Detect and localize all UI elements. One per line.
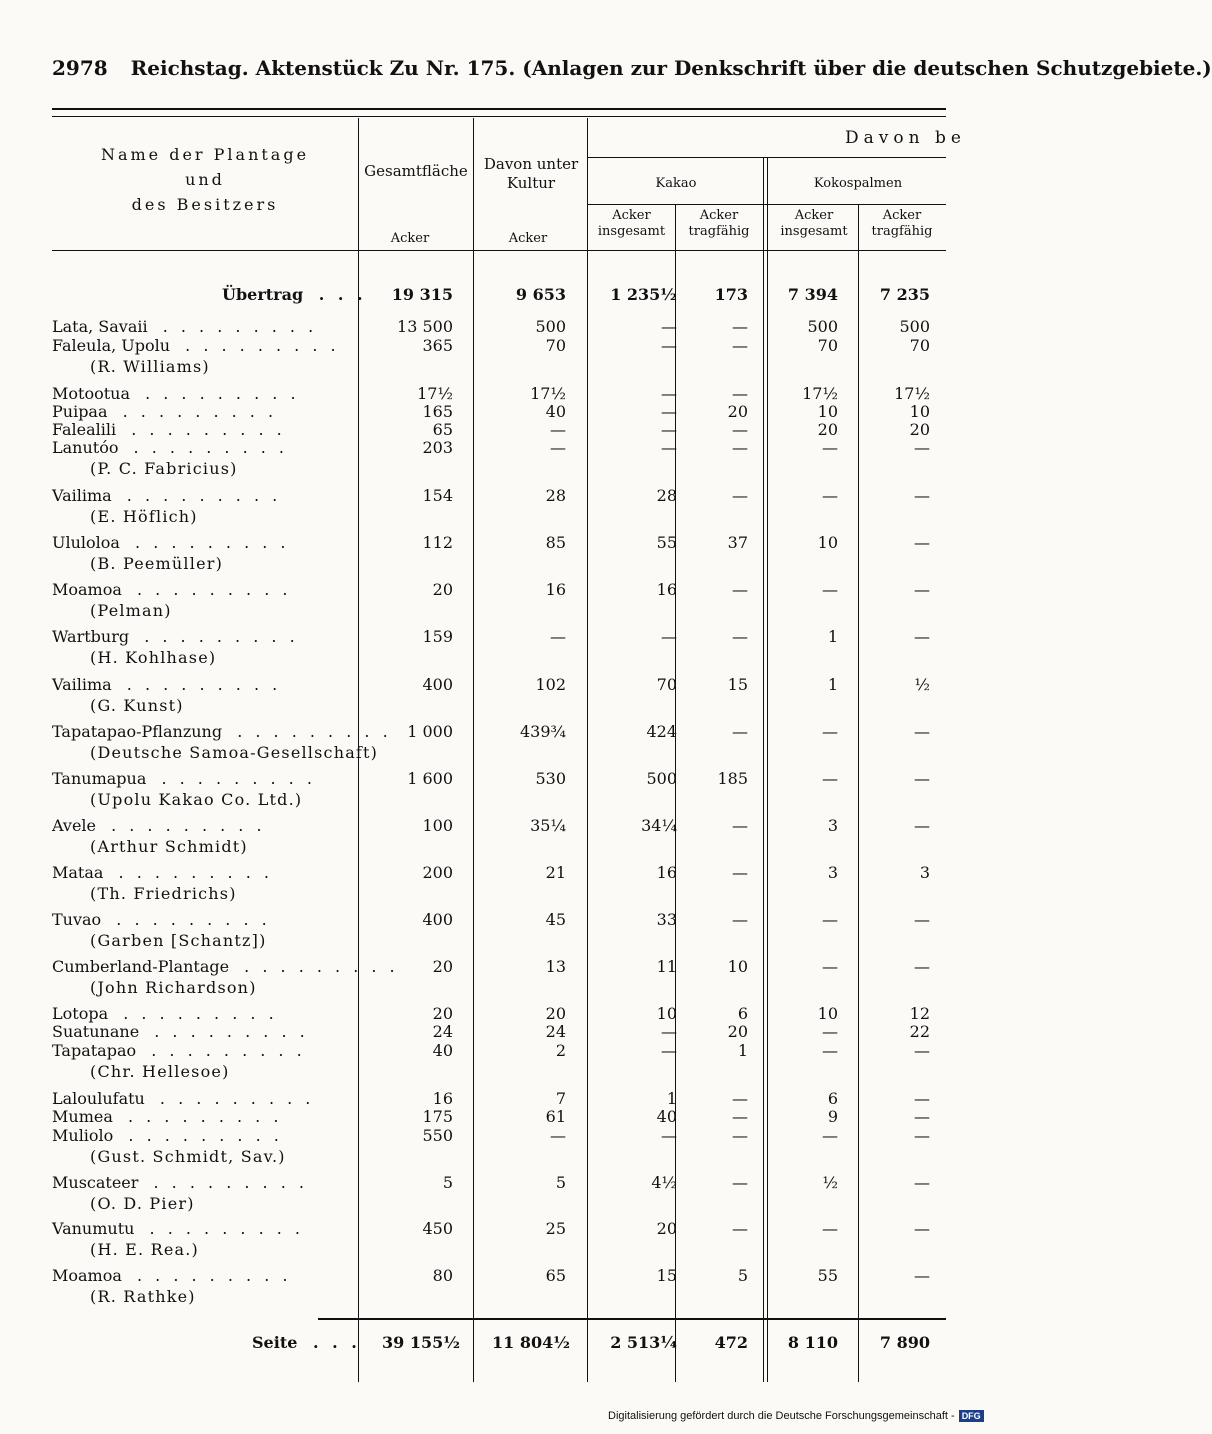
owner-name: (Pelman) bbox=[90, 601, 172, 620]
cell: — bbox=[661, 1022, 677, 1041]
cell: 16 bbox=[545, 580, 566, 599]
cell: 20 bbox=[727, 402, 748, 421]
cell: 13 bbox=[545, 957, 566, 976]
cell: 5 bbox=[555, 1173, 566, 1192]
cell: 200 bbox=[422, 863, 453, 882]
cell: 17½ bbox=[530, 384, 566, 403]
owner-name: (G. Kunst) bbox=[90, 696, 184, 715]
cell: 472 bbox=[714, 1333, 748, 1352]
row-name: Seite bbox=[252, 1333, 298, 1352]
cell: 1 235½ bbox=[610, 285, 677, 304]
cell: 1 600 bbox=[407, 769, 453, 788]
cell: 159 bbox=[422, 627, 453, 646]
cell: 500 bbox=[807, 317, 838, 336]
cell: 17½ bbox=[417, 384, 453, 403]
cell: — bbox=[914, 1089, 930, 1108]
table-row: Tuvao . . . . . . . . . 400 45 33 — — — bbox=[52, 910, 930, 929]
cell: 22 bbox=[909, 1022, 930, 1041]
row-name: Übertrag bbox=[222, 285, 304, 304]
cell: — bbox=[732, 910, 748, 929]
cell: 10 bbox=[817, 1004, 838, 1023]
name-header-line: des Besitzers bbox=[131, 195, 279, 214]
row-name: Suatunane bbox=[52, 1022, 140, 1041]
row-name: Vanumutu bbox=[52, 1219, 135, 1238]
cell: — bbox=[914, 1219, 930, 1238]
cell: 10 bbox=[817, 402, 838, 421]
owner-name: (Arthur Schmidt) bbox=[90, 837, 248, 856]
cell: 20 bbox=[817, 420, 838, 439]
row-name: Mataa bbox=[52, 863, 104, 882]
acker-header: Acker bbox=[390, 231, 430, 246]
cell: — bbox=[550, 1126, 566, 1145]
row-name: Tapatapao bbox=[52, 1041, 137, 1060]
cell: 55 bbox=[817, 1266, 838, 1285]
cell: 7 bbox=[555, 1089, 566, 1108]
cell: — bbox=[732, 1219, 748, 1238]
cell: 530 bbox=[535, 769, 566, 788]
top-rule bbox=[52, 108, 946, 110]
dfg-logo: DFG bbox=[959, 1410, 984, 1422]
cell: 8 110 bbox=[787, 1333, 838, 1352]
table-row: Tanumapua . . . . . . . . . 1 600 530 500 185 — — bbox=[52, 769, 930, 788]
cell: — bbox=[732, 863, 748, 882]
row-name: Lata, Savaii bbox=[52, 317, 148, 336]
owner-name: (B. Peemüller) bbox=[90, 554, 224, 573]
cell: 28 bbox=[656, 486, 677, 505]
owner-name: (Deutsche Samoa-Gesellschaft) bbox=[90, 743, 379, 762]
cell: 165 bbox=[422, 402, 453, 421]
acker-insgesamt-header: Acker insgesamt bbox=[780, 208, 848, 240]
cell: 40 bbox=[545, 402, 566, 421]
cell: 6 bbox=[827, 1089, 838, 1108]
cell: — bbox=[914, 1173, 930, 1192]
cell: 1 000 bbox=[407, 722, 453, 741]
cell: 9 bbox=[827, 1107, 838, 1126]
cell: 34¼ bbox=[641, 816, 677, 835]
col-divider bbox=[587, 118, 588, 1382]
table-row: Ululoloa . . . . . . . . . 112 85 55 37 10 — bbox=[52, 533, 930, 552]
owner-name: (H. E. Rea.) bbox=[90, 1240, 200, 1259]
table-row: Übertrag . . . 19 315 9 653 1 235½ 173 7 394 7 235 bbox=[222, 285, 930, 304]
cell: 439¾ bbox=[519, 722, 566, 741]
cell: 500 bbox=[646, 769, 677, 788]
cell: 20 bbox=[545, 1004, 566, 1023]
cell: — bbox=[732, 627, 748, 646]
cell: 80 bbox=[432, 1266, 453, 1285]
acker-insgesamt-header: Acker insgesamt bbox=[597, 208, 666, 240]
cell: 70 bbox=[656, 675, 677, 694]
table-row: Moamoa . . . . . . . . . 80 65 15 5 55 — bbox=[52, 1266, 930, 1285]
sum-rule bbox=[318, 1318, 946, 1320]
cell: — bbox=[822, 957, 838, 976]
page-title: Reichstag. Aktenstück Zu Nr. 175. (Anlagen zur Denkschrift über die deutschen Schutzgebiete.) bbox=[130, 56, 1212, 80]
acker-tragfaehig-header: Acker tragfähig bbox=[688, 208, 750, 240]
row-name: Faleula, Upolu bbox=[52, 336, 171, 355]
cell: 1 bbox=[827, 627, 838, 646]
cell: 5 bbox=[737, 1266, 748, 1285]
cell: 24 bbox=[545, 1022, 566, 1041]
owner-name: (R. Rathke) bbox=[90, 1287, 196, 1306]
table-row: Falealili . . . . . . . . . 65 — — — 20 20 bbox=[52, 420, 930, 439]
cell: 400 bbox=[422, 910, 453, 929]
cell: 70 bbox=[817, 336, 838, 355]
owner-name: (P. C. Fabricius) bbox=[90, 459, 238, 478]
gesamt-header: Gesamtfläche bbox=[364, 162, 468, 180]
cell: 500 bbox=[535, 317, 566, 336]
table-row: Lotopa . . . . . . . . . 20 20 10 6 10 12 bbox=[52, 1004, 930, 1023]
cell: 7 890 bbox=[879, 1333, 930, 1352]
cell: 6 bbox=[737, 1004, 748, 1023]
table-row: Motootua . . . . . . . . . 17½ 17½ — — 17½ 17½ bbox=[52, 384, 930, 403]
cell: 70 bbox=[909, 336, 930, 355]
cell: 16 bbox=[656, 580, 677, 599]
cell: 24 bbox=[432, 1022, 453, 1041]
owner-name: (E. Höflich) bbox=[90, 507, 198, 526]
cell: 33 bbox=[656, 910, 677, 929]
cell: 10 bbox=[909, 402, 930, 421]
row-name: Lanutóo bbox=[52, 438, 119, 457]
cell: ½ bbox=[822, 1173, 838, 1192]
row-name: Mumea bbox=[52, 1107, 113, 1126]
cell: — bbox=[732, 420, 748, 439]
cell: 112 bbox=[422, 533, 453, 552]
cell: 550 bbox=[422, 1126, 453, 1145]
cell: — bbox=[822, 1041, 838, 1060]
cell: 185 bbox=[717, 769, 748, 788]
cell: — bbox=[732, 336, 748, 355]
cell: — bbox=[661, 384, 677, 403]
table-row: Muscateer . . . . . . . . . 5 5 4½ — ½ — bbox=[52, 1173, 930, 1192]
cell: 203 bbox=[422, 438, 453, 457]
cell: 173 bbox=[714, 285, 748, 304]
row-name: Muscateer bbox=[52, 1173, 139, 1192]
cell: 154 bbox=[422, 486, 453, 505]
cell: 400 bbox=[422, 675, 453, 694]
table-row: Puipaa . . . . . . . . . 165 40 — 20 10 10 bbox=[52, 402, 930, 421]
name-header-line: und bbox=[185, 170, 225, 189]
owner-name: (Upolu Kakao Co. Ltd.) bbox=[90, 790, 303, 809]
cell: 2 513¼ bbox=[610, 1333, 677, 1352]
cell: — bbox=[661, 402, 677, 421]
seite-row: Seite . . . 39 155½ 11 804½ 2 513¼ 472 8 110 7 890 bbox=[252, 1333, 930, 1352]
table-row: Tapatapao-Pflanzung . . . . . . . . . 1 000 439¾ 424 — — — bbox=[52, 722, 930, 741]
owner-name: (H. Kohlhase) bbox=[90, 648, 217, 667]
footer-text: Digitalisierung gefördert durch die Deutsche Forschungsgemeinschaft - bbox=[608, 1410, 955, 1422]
cell: — bbox=[822, 1022, 838, 1041]
name-header-line: Name der Plantage bbox=[100, 145, 310, 164]
cell: — bbox=[732, 1126, 748, 1145]
cell: 1 bbox=[827, 675, 838, 694]
table-row: Avele . . . . . . . . . 100 35¼ 34¼ — 3 — bbox=[52, 816, 930, 835]
cell: — bbox=[732, 486, 748, 505]
table-row: Suatunane . . . . . . . . . 24 24 — 20 — 22 bbox=[52, 1022, 930, 1041]
cell: — bbox=[732, 1107, 748, 1126]
cell: — bbox=[822, 438, 838, 457]
row-name: Muliolo bbox=[52, 1126, 114, 1145]
cell: 500 bbox=[899, 317, 930, 336]
cell: 20 bbox=[432, 957, 453, 976]
cell: 37 bbox=[727, 533, 748, 552]
cell: 10 bbox=[727, 957, 748, 976]
table-row: Muliolo . . . . . . . . . 550 — — — — — bbox=[52, 1126, 930, 1145]
cell: 11 804½ bbox=[492, 1333, 570, 1352]
cell: 15 bbox=[727, 675, 748, 694]
acker-tragfaehig-header: Acker tragfähig bbox=[871, 208, 933, 240]
cell: 40 bbox=[432, 1041, 453, 1060]
page-number: 2978 bbox=[52, 56, 108, 80]
row-name: Tanumapua bbox=[52, 769, 147, 788]
cell: 40 bbox=[656, 1107, 677, 1126]
cell: 28 bbox=[545, 486, 566, 505]
col-divider bbox=[473, 118, 474, 1382]
row-name: Moamoa bbox=[52, 580, 122, 599]
cell: 20 bbox=[432, 580, 453, 599]
cell: — bbox=[822, 769, 838, 788]
cell: 19 315 bbox=[391, 285, 453, 304]
cell: — bbox=[914, 1126, 930, 1145]
footer bbox=[608, 1410, 984, 1422]
table-row: Lata, Savaii . . . . . . . . . 13 500 500 — — 500 500 bbox=[52, 317, 930, 336]
group-rule bbox=[587, 204, 946, 205]
cell: 65 bbox=[545, 1266, 566, 1285]
cell: 39 155½ bbox=[382, 1333, 460, 1352]
cell: — bbox=[822, 486, 838, 505]
table-row: Wartburg . . . . . . . . . 159 — — — 1 — bbox=[52, 627, 930, 646]
cell: 1 bbox=[666, 1089, 677, 1108]
cell: 102 bbox=[535, 675, 566, 694]
row-name: Ululoloa bbox=[52, 533, 120, 552]
page-header bbox=[52, 56, 1212, 86]
cell: — bbox=[661, 1041, 677, 1060]
cell: — bbox=[822, 580, 838, 599]
cell: — bbox=[732, 1089, 748, 1108]
table-row: Moamoa . . . . . . . . . 20 16 16 — — — bbox=[52, 580, 930, 599]
table-row: Vailima . . . . . . . . . 400 102 70 15 1 ½ bbox=[52, 675, 930, 694]
cell: 45 bbox=[545, 910, 566, 929]
cell: — bbox=[914, 438, 930, 457]
cell: — bbox=[661, 420, 677, 439]
cell: — bbox=[914, 910, 930, 929]
cell: — bbox=[914, 1266, 930, 1285]
cell: 61 bbox=[545, 1107, 566, 1126]
owner-name: (John Richardson) bbox=[90, 978, 257, 997]
row-name: Wartburg bbox=[52, 627, 130, 646]
cell: — bbox=[914, 1041, 930, 1060]
cell: 3 bbox=[827, 863, 838, 882]
cell: — bbox=[550, 420, 566, 439]
cell: — bbox=[822, 1219, 838, 1238]
cell: 450 bbox=[422, 1219, 453, 1238]
davon-header: Davon be bbox=[845, 128, 966, 148]
cell: 10 bbox=[817, 533, 838, 552]
cell: — bbox=[732, 384, 748, 403]
cell: — bbox=[822, 910, 838, 929]
cell: 12 bbox=[909, 1004, 930, 1023]
table-row: Cumberland-Plantage . . . . . . . . . 20 13 11 10 — — bbox=[52, 957, 930, 976]
owner-name: (Garben [Schantz]) bbox=[90, 931, 267, 950]
cell: 65 bbox=[432, 420, 453, 439]
cell: — bbox=[661, 627, 677, 646]
table-row: Mataa . . . . . . . . . 200 21 16 — 3 3 bbox=[52, 863, 930, 882]
cell: — bbox=[732, 1173, 748, 1192]
cell: — bbox=[732, 438, 748, 457]
table-row: Mumea . . . . . . . . . 175 61 40 — 9 — bbox=[52, 1107, 930, 1126]
cell: 175 bbox=[422, 1107, 453, 1126]
cell: 4½ bbox=[651, 1173, 677, 1192]
cell: 17½ bbox=[894, 384, 930, 403]
cell: — bbox=[661, 1126, 677, 1145]
cell: — bbox=[732, 580, 748, 599]
cell: — bbox=[822, 1126, 838, 1145]
cell: — bbox=[661, 438, 677, 457]
row-name: Tuvao bbox=[52, 910, 102, 929]
top-rule-2 bbox=[52, 116, 946, 117]
cell: 9 653 bbox=[515, 285, 566, 304]
name-column-header bbox=[60, 145, 350, 215]
cell: 20 bbox=[909, 420, 930, 439]
cell: 15 bbox=[656, 1266, 677, 1285]
cell: ½ bbox=[914, 675, 930, 694]
cell: 55 bbox=[656, 533, 677, 552]
table-row: Tapatapao . . . . . . . . . 40 2 — 1 — — bbox=[52, 1041, 930, 1060]
cell: — bbox=[914, 1107, 930, 1126]
cell: 25 bbox=[545, 1219, 566, 1238]
kokos-header: Kokospalmen bbox=[813, 176, 903, 191]
row-name: Lotopa bbox=[52, 1004, 109, 1023]
table-row: Faleula, Upolu . . . . . . . . . 365 70 — — 70 70 bbox=[52, 336, 930, 355]
cell: — bbox=[914, 533, 930, 552]
row-name: Vailima bbox=[52, 675, 112, 694]
header-bottom-rule bbox=[52, 250, 946, 251]
cell: 20 bbox=[656, 1219, 677, 1238]
owner-name: (Gust. Schmidt, Sav.) bbox=[90, 1147, 286, 1166]
cell: 3 bbox=[827, 816, 838, 835]
cell: — bbox=[732, 722, 748, 741]
cell: — bbox=[914, 769, 930, 788]
owner-name: (Chr. Hellesoe) bbox=[90, 1062, 230, 1081]
cell: 3 bbox=[919, 863, 930, 882]
cell: 85 bbox=[545, 533, 566, 552]
cell: 20 bbox=[432, 1004, 453, 1023]
row-name: Avele bbox=[52, 816, 96, 835]
cell: — bbox=[822, 722, 838, 741]
cell: 2 bbox=[555, 1041, 566, 1060]
cell: — bbox=[550, 627, 566, 646]
cell: — bbox=[732, 317, 748, 336]
cell: 10 bbox=[656, 1004, 677, 1023]
cell: 21 bbox=[545, 863, 566, 882]
row-name: Cumberland-Plantage bbox=[52, 957, 230, 976]
row-name: Vailima bbox=[52, 486, 112, 505]
cell: 100 bbox=[422, 816, 453, 835]
cell: 11 bbox=[656, 957, 677, 976]
cell: — bbox=[661, 336, 677, 355]
cell: — bbox=[914, 816, 930, 835]
cell: 35¼ bbox=[530, 816, 566, 835]
cell: — bbox=[914, 957, 930, 976]
cell: 20 bbox=[727, 1022, 748, 1041]
cell: — bbox=[550, 438, 566, 457]
cell: — bbox=[914, 627, 930, 646]
acker-header: Acker bbox=[508, 231, 548, 246]
group-rule bbox=[587, 157, 946, 158]
owner-name: (O. D. Pier) bbox=[90, 1194, 195, 1213]
table-row: Laloulufatu . . . . . . . . . 16 7 1 — 6 — bbox=[52, 1089, 930, 1108]
row-name: Motootua bbox=[52, 384, 130, 403]
owner-name: (R. Williams) bbox=[90, 357, 210, 376]
cell: 424 bbox=[646, 722, 677, 741]
row-name: Puipaa bbox=[52, 402, 108, 421]
table-row: Vanumutu . . . . . . . . . 450 25 20 — — — bbox=[52, 1219, 930, 1238]
row-name: Falealili bbox=[52, 420, 117, 439]
row-name: Laloulufatu bbox=[52, 1089, 145, 1108]
cell: 16 bbox=[656, 863, 677, 882]
cell: 17½ bbox=[802, 384, 838, 403]
table-row: Lanutóo . . . . . . . . . 203 — — — — — bbox=[52, 438, 930, 457]
col-divider bbox=[858, 205, 859, 1382]
cell: — bbox=[914, 722, 930, 741]
cell: — bbox=[732, 816, 748, 835]
cell: — bbox=[914, 486, 930, 505]
table-row: Vailima . . . . . . . . . 154 28 28 — — — bbox=[52, 486, 930, 505]
cell: 5 bbox=[442, 1173, 453, 1192]
row-name: Tapatapao-Pflanzung bbox=[52, 722, 223, 741]
kultur-header: Davon unter Kultur bbox=[483, 155, 579, 192]
cell: — bbox=[661, 317, 677, 336]
col-divider bbox=[675, 205, 676, 1382]
cell: — bbox=[914, 580, 930, 599]
owner-name: (Th. Friedrichs) bbox=[90, 884, 237, 903]
cell: 13 500 bbox=[397, 317, 453, 336]
cell: 7 394 bbox=[787, 285, 838, 304]
cell: 365 bbox=[422, 336, 453, 355]
cell: 1 bbox=[737, 1041, 748, 1060]
cell: 7 235 bbox=[879, 285, 930, 304]
kakao-header: Kakao bbox=[655, 176, 697, 191]
row-name: Moamoa bbox=[52, 1266, 122, 1285]
cell: 16 bbox=[432, 1089, 453, 1108]
cell: 70 bbox=[545, 336, 566, 355]
